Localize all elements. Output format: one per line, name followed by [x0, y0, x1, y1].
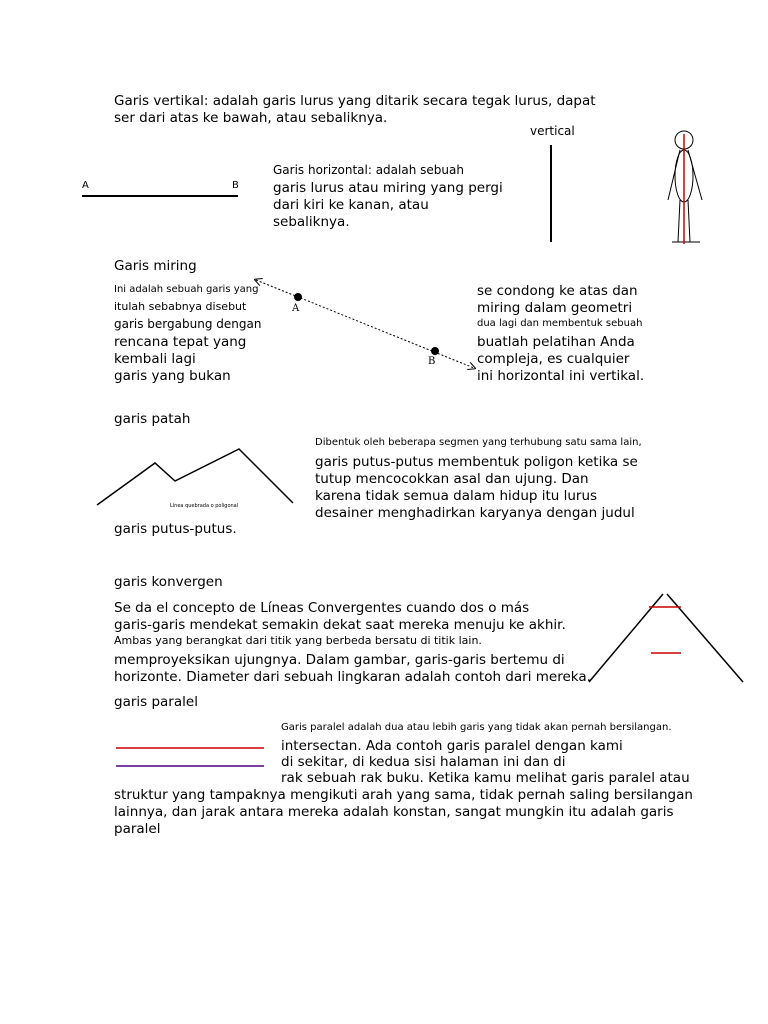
miring-right-line-4: buatlah pelatihan Anda [477, 334, 635, 350]
paralel-text-line-6: lainnya, dan jarak antara mereka adalah konstan, sangat mungkin itu adalah garis [114, 804, 674, 820]
konvergen-text-line-3: Ambas yang berangkat dari titik yang berbeda bersatu di titik lain. [114, 634, 482, 647]
miring-left-line-1: Ini adalah sebuah garis yang [114, 284, 259, 295]
miring-right-line-1: se condong ke atas dan [477, 283, 638, 299]
konvergen-text-line-2: garis-garis mendekat semakin dekat saat mereka menuju ke akhir. [114, 617, 566, 633]
patah-text-line-4: karena tidak semua dalam hidup itu lurus [315, 488, 598, 504]
horizontal-text-line-1: Garis horizontal: adalah sebuah [273, 163, 464, 177]
paralel-text-line-3: di sekitar, di kedua sisi halaman ini dan di [281, 754, 566, 770]
paralel-text-line-5: struktur yang tampaknya mengikuti arah yang sama, tidak pernah saling bersilangan [114, 787, 693, 803]
paralel-text-line-2: intersectan. Ada contoh garis paralel dengan kami [281, 738, 623, 754]
miring-right-line-2: miring dalam geometri [477, 300, 633, 316]
patah-text-line-1: Dibentuk oleh beberapa segmen yang terhubung satu sama lain, [315, 437, 642, 448]
patah-text-line-3: tutup mencocokkan asal dan ujung. Dan [315, 471, 589, 487]
miring-left-line-6: garis yang bukan [114, 368, 231, 384]
horizontal-point-b-label: B [232, 180, 239, 191]
horizontal-text-line-4: sebaliknya. [273, 214, 350, 230]
paralel-text-line-4: rak sebuah rak buku. Ketika kamu melihat garis paralel atau [281, 770, 690, 786]
vertical-text-line-1: Garis vertikal: adalah garis lurus yang ditarik secara tegak lurus, dapat [114, 93, 596, 109]
parallel-lines-figure [114, 742, 268, 772]
paralel-title: garis paralel [114, 694, 198, 710]
miring-point-b-label: B [428, 356, 436, 367]
patah-text-line-5: desainer menghadirkan karyanya dengan judul [315, 505, 635, 521]
konvergen-text-line-5: horizonte. Diameter dari sebuah lingkaran adalah contoh dari mereka. [114, 669, 591, 685]
miring-right-line-6: ini horizontal ini vertikal. [477, 368, 645, 384]
polygonal-line-figure [95, 443, 297, 509]
patah-title: garis patah [114, 411, 191, 427]
konvergen-title: garis konvergen [114, 574, 223, 590]
oblique-line-figure [250, 275, 480, 375]
miring-left-line-2: itulah sebabnya disebut [114, 300, 247, 313]
paralel-text-line-7: paralel [114, 821, 161, 837]
miring-point-a-label: A [292, 303, 300, 314]
vertical-figure-label: vertical [530, 124, 575, 138]
konvergen-text-line-4: memproyeksikan ujungnya. Dalam gambar, garis-garis bertemu di [114, 652, 565, 668]
paralel-text-line-1: Garis paralel adalah dua atau lebih garis yang tidak akan pernah bersilangan. [281, 722, 672, 733]
vertical-text-line-2: ser dari atas ke bawah, atau sebaliknya. [114, 110, 388, 126]
miring-right-line-3: dua lagi dan membentuk sebuah [477, 318, 643, 329]
stick-figure-drawing [660, 128, 716, 250]
vertical-line-figure [540, 140, 560, 250]
miring-left-line-4: rencana tepat yang [114, 334, 247, 350]
horizontal-text-line-2: garis lurus atau miring yang pergi [273, 180, 503, 196]
horizontal-point-a-label: A [82, 180, 89, 191]
patah-closing-text: garis putus-putus. [114, 521, 237, 537]
konvergen-text-line-1: Se da el concepto de Líneas Convergentes cuando dos o más [114, 600, 530, 616]
miring-right-line-5: compleja, es cualquier [477, 351, 630, 367]
polygonal-figure-caption: Línea quebrada o poligonal [170, 503, 239, 509]
horizontal-line-figure [80, 190, 242, 202]
miring-title: Garis miring [114, 258, 197, 274]
horizontal-text-line-3: dari kiri ke kanan, atau [273, 197, 429, 213]
convergent-lines-figure [585, 590, 747, 686]
miring-left-line-5: kembali lagi [114, 351, 196, 367]
patah-text-line-2: garis putus-putus membentuk poligon ketika se [315, 454, 638, 470]
miring-left-line-3: garis bergabung dengan [114, 317, 262, 331]
